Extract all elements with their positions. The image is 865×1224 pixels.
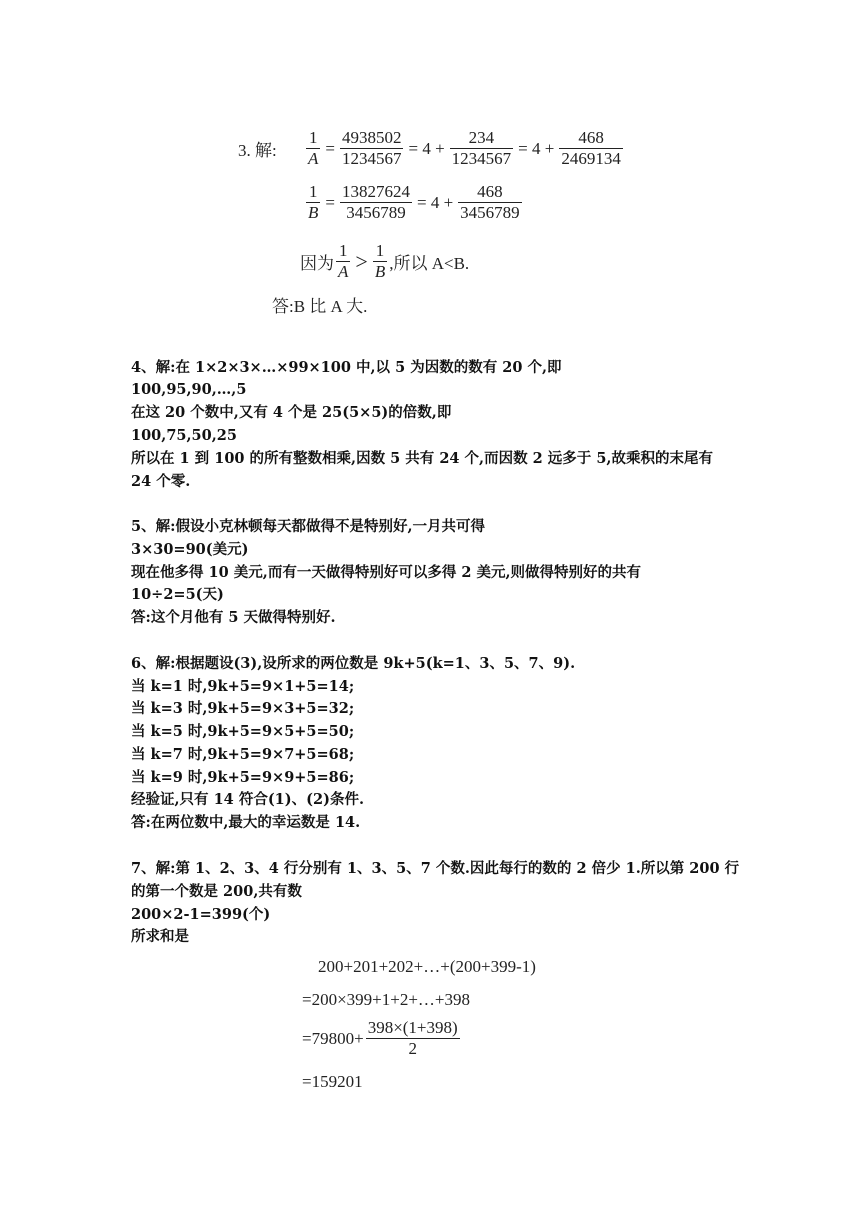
fraction-1-over-b: $\frac{1}{B}$ (374, 241, 386, 281)
p6-line-4: 当 k=5 时,9k+5=9×5+5=50; (131, 723, 355, 740)
p5-line-2: 3×30=90(美元) (131, 541, 249, 558)
p5-line-5: 答:这个月他有 5 天做得特别好. (131, 609, 336, 626)
p6-line-3: 当 k=3 时,9k+5=9×3+5=32; (131, 700, 355, 717)
equals-sign: = (325, 192, 335, 212)
p5-line-1: 5、解:假设小克林顿每天都做得不是特别好,一月共可得 (131, 518, 485, 535)
p7-line-3: 200×2-1=399(个) (131, 906, 271, 923)
fraction-b2: $\frac{468}{3456789}$ (460, 182, 520, 222)
p3-line3 (300, 241, 469, 282)
p4-line-5: 所以在 1 到 100 的所有整数相乘,因数 5 共有 24 个,而因数 2 远多于 5,故乘积的末尾有 (131, 450, 713, 467)
plus-four: = 4 + (518, 138, 555, 158)
greater-than-sign: > (355, 248, 368, 274)
p4-line-2: 100,95,90,…,5 (131, 381, 247, 398)
p3-label: 3. 解: (238, 141, 277, 160)
p4-line-6: 24 个零. (131, 473, 191, 490)
p7-line-2: 的第一个数是 200,共有数 (131, 883, 302, 900)
p4-line-4: 100,75,50,25 (131, 427, 237, 444)
p4-line-3: 在这 20 个数中,又有 4 个是 25(5×5)的倍数,即 (131, 404, 452, 421)
fraction-b1: $\frac{13827624}{3456789}$ (341, 182, 410, 222)
plus-four: = 4 + (416, 192, 454, 212)
p6-line-2: 当 k=1 时,9k+5=9×1+5=14; (131, 678, 355, 695)
p7-line-1: 7、解:第 1、2、3、4 行分别有 1、3、5、7 个数.因此每行的数的 2 倍少 1.所以第 200 行 (131, 860, 740, 877)
p7-math-result: =159201 (302, 1072, 363, 1091)
p7-math-prefix: =79800+ (302, 1028, 364, 1048)
fraction-sum-formula: $\frac{398\times(1+398)}{2}$ (367, 1018, 458, 1058)
because-text: 因为 (300, 254, 334, 273)
fraction-1-over-a: $\frac{1}{A}$ (338, 241, 349, 281)
fraction-a1: $\frac{4938502}{1234567}$ (341, 128, 402, 168)
p5-line-4: 10÷2=5(天) (131, 586, 224, 603)
p6-line-5: 当 k=7 时,9k+5=9×7+5=68; (131, 746, 355, 763)
fraction-a2: $\frac{234}{1234567}$ (451, 128, 512, 168)
fraction-1-over-b: $\frac{1}{B}$ (308, 182, 319, 222)
p3-line2 (304, 182, 524, 223)
p6-line-8: 答:在两位数中,最大的幸运数是 14. (131, 814, 361, 831)
p7-math-line-1: 200+201+202+…+(200+399-1) (318, 957, 536, 976)
so-text: ,所以 A<B. (389, 254, 470, 273)
p7-line-4: 所求和是 (131, 928, 189, 945)
p3-answer: 答:B 比 A 大. (272, 297, 368, 316)
plus-four: = 4 + (408, 138, 445, 158)
p6-line-1: 6、解:根据题设(3),设所求的两位数是 9k+5(k=1、3、5、7、9). (131, 655, 576, 672)
p6-line-7: 经验证,只有 14 符合(1)、(2)条件. (131, 791, 364, 808)
p4-line-1: 4、解:在 1×2×3×…×99×100 中,以 5 为因数的数有 20 个,即 (131, 359, 562, 376)
p7-math-line-2: =200×399+1+2+…+398 (302, 990, 471, 1009)
p5-line-3: 现在他多得 10 美元,而有一天做得特别好可以多得 2 美元,则做得特别好的共有 (131, 564, 642, 581)
p7-math-line-3 (302, 1018, 462, 1059)
fraction-1-over-a: $\frac{1}{A}$ (308, 128, 319, 168)
p3-line1 (238, 128, 625, 169)
equals-sign: = (325, 138, 335, 158)
fraction-a3: $\frac{468}{2469134}$ (561, 128, 621, 168)
p6-line-6: 当 k=9 时,9k+5=9×9+5=86; (131, 769, 355, 786)
